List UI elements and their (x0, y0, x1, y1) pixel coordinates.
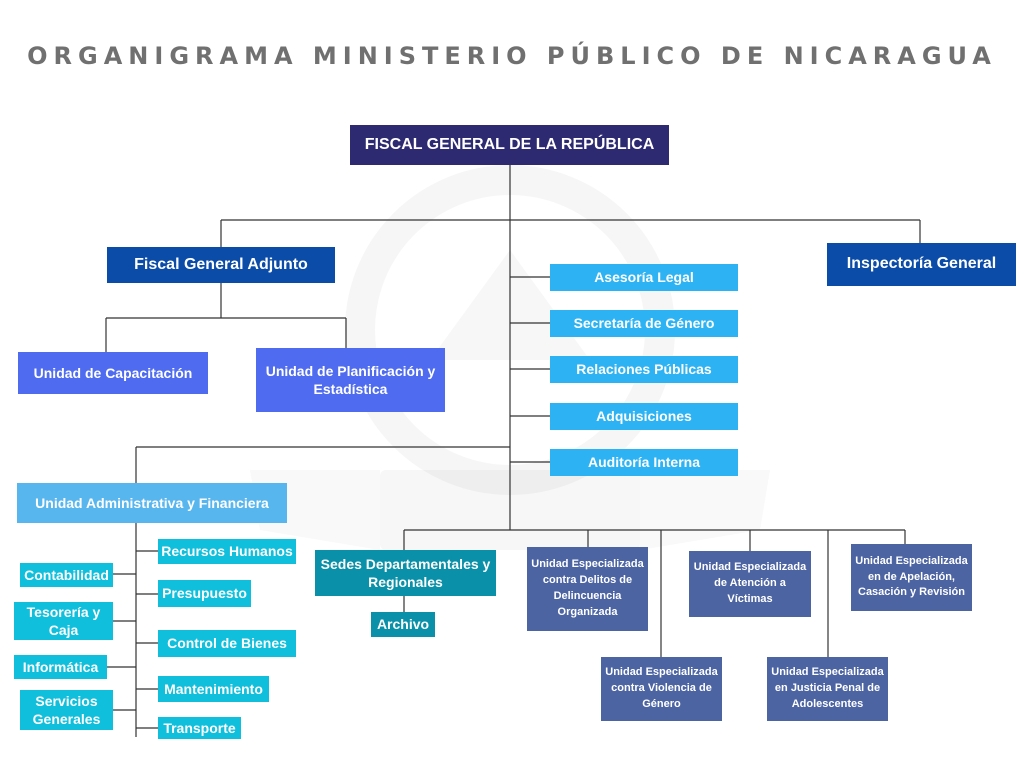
fiscal-general-box[interactable]: FISCAL GENERAL DE LA REPÚBLICA (350, 125, 669, 165)
planificacion-box[interactable]: Unidad de Planificación y Estadística (256, 348, 445, 412)
relaciones-publicas-box[interactable]: Relaciones Públicas (550, 356, 738, 383)
mantenimiento-box[interactable]: Mantenimiento (158, 676, 269, 702)
ue-delincuencia-organizada-box[interactable]: Unidad Especializada contra Delitos de Delincuencia Organizada (527, 547, 648, 631)
contabilidad-box[interactable]: Contabilidad (20, 563, 113, 587)
ue-apelacion-box[interactable]: Unidad Especializada en de Apelación, Casación y Revisión (851, 544, 972, 611)
auditoria-interna-box[interactable]: Auditoría Interna (550, 449, 738, 476)
inspectoria-box[interactable]: Inspectoría General (827, 243, 1016, 286)
fiscal-adjunto-box[interactable]: Fiscal General Adjunto (107, 247, 335, 283)
recursos-humanos-box[interactable]: Recursos Humanos (158, 539, 296, 564)
presupuesto-box[interactable]: Presupuesto (158, 580, 251, 607)
admin-financiera-box[interactable]: Unidad Administrativa y Financiera (17, 483, 287, 523)
informatica-box[interactable]: Informática (14, 655, 107, 679)
adquisiciones-box[interactable]: Adquisiciones (550, 403, 738, 430)
secretaria-genero-box[interactable]: Secretaría de Género (550, 310, 738, 337)
capacitacion-box[interactable]: Unidad de Capacitación (18, 352, 208, 394)
page-title: ORGANIGRAMA MINISTERIO PÚBLICO DE NICARAGUA (27, 42, 997, 70)
sedes-box[interactable]: Sedes Departamentales y Regionales (315, 550, 496, 596)
ue-violencia-genero-box[interactable]: Unidad Especializada contra Violencia de Género (601, 657, 722, 721)
ue-justicia-adolescentes-box[interactable]: Unidad Especializada en Justicia Penal de Adolescentes (767, 657, 888, 721)
tesoreria-box[interactable]: Tesorería y Caja (14, 602, 113, 640)
servicios-generales-box[interactable]: Servicios Generales (20, 690, 113, 730)
transporte-box[interactable]: Transporte (158, 717, 241, 739)
archivo-box[interactable]: Archivo (371, 612, 435, 637)
asesoria-legal-box[interactable]: Asesoría Legal (550, 264, 738, 291)
control-bienes-box[interactable]: Control de Bienes (158, 630, 296, 657)
ue-atencion-victimas-box[interactable]: Unidad Especializada de Atención a Víctimas (689, 551, 811, 617)
